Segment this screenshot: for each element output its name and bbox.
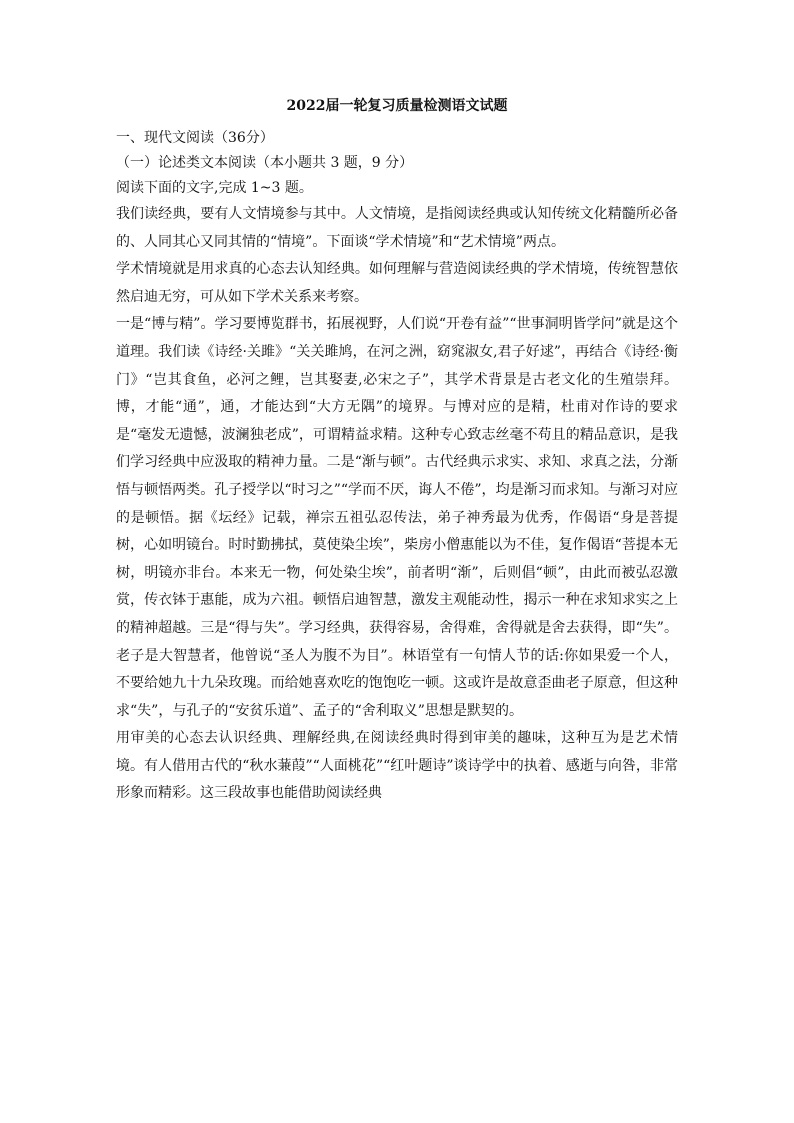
paragraph-artistic-context: 用审美的心态去认识经典、理解经典,在阅读经典时得到审美的趣味，这种互为是艺术情境。有人借用古代的“秋水蒹葭”“人面桃花”“红叶题诗”谈诗学中的执着、感逝与向咎，非常形象而精彩。这三段故事也能借助阅读经典	[116, 730, 678, 802]
document-page	[116, 96, 678, 808]
subsection-heading: （一）论述类文本阅读（本小题共 3 题，9 分）	[116, 155, 414, 171]
paragraph-academic-context: 学术情境就是用求真的心态去认知经典。如何理解与营造阅读经典的学术情境，传统智慧依然启迪无穷，可从如下学术关系来考察。	[116, 261, 678, 305]
document-title: 2022届一轮复习质量检测语文试题	[286, 98, 508, 114]
section-heading: 一、现代文阅读（36分）	[116, 130, 274, 146]
paragraph-three-relations: 一是“博与精”。学习要博览群书，拓展视野，人们说“开卷有益”“世事洞明皆学问”就是这个道理。我们读《诗经·关雎》“关关雎鸠，在河之洲，窈窕淑女,君子好逑”，再结合《诗经·衡门》“岂其食鱼，必河之鲤，岂其娶妻,必宋之子”，其学术背景是古老文化的生殖崇拜。博，才能“通”，通，才能达到“大方无隅”的境界。与博对应的是精，杜甫对作诗的要求是“毫发无遗憾，波澜独老成”，可谓精益求精。这种专心致志丝毫不苟且的精品意识，是我们学习经典中应汲取的精神力量。二是“渐与顿”。古代经典示求实、求知、求真之法，分渐悟与顿悟两类。孔子授学以“时习之”“学而不厌，诲人不倦”，均是渐习而求知。与渐习对应的是顿悟。据《坛经》记载，禅宗五祖弘忍传法，弟子神秀最为优秀，作偈语“身是菩提树，心如明镜台。时时勤拂拭，莫使染尘埃”，柴房小僧惠能以为不佳，复作偈语“菩提本无树，明镜亦非台。本来无一物，何处染尘埃”，前者明“渐”，后则倡“顿”，由此而被弘忍激赏，传衣钵于惠能，成为六祖。顿悟启迪智慧，激发主观能动性，揭示一种在求知求实之上的精神超越。三是“得与失”。学习经典，获得容易，舍得难，舍得就是舍去获得，即“失”。老子是大智慧者，他曾说“圣人为腹不为目”。林语堂有一句情人节的话:你如果爱一个人，不要给她九十九朵玫瑰。而给她喜欢吃的饱饱吃一顿。这或许是故意歪曲老子原意，但这种求“失”，与孔子的“安贫乐道”、孟子的“舍利取义”思想是默契的。	[116, 316, 678, 719]
reading-instruction: 阅读下面的文字,完成 1~3 题。	[116, 180, 313, 196]
paragraph-intro: 我们读经典，要有人文情境参与其中。人文情境，是指阅读经典或认知传统文化精髓所必备的、人同其心又同其情的“情境”。下面谈“学术情境”和“艺术情境”两点。	[116, 206, 678, 250]
